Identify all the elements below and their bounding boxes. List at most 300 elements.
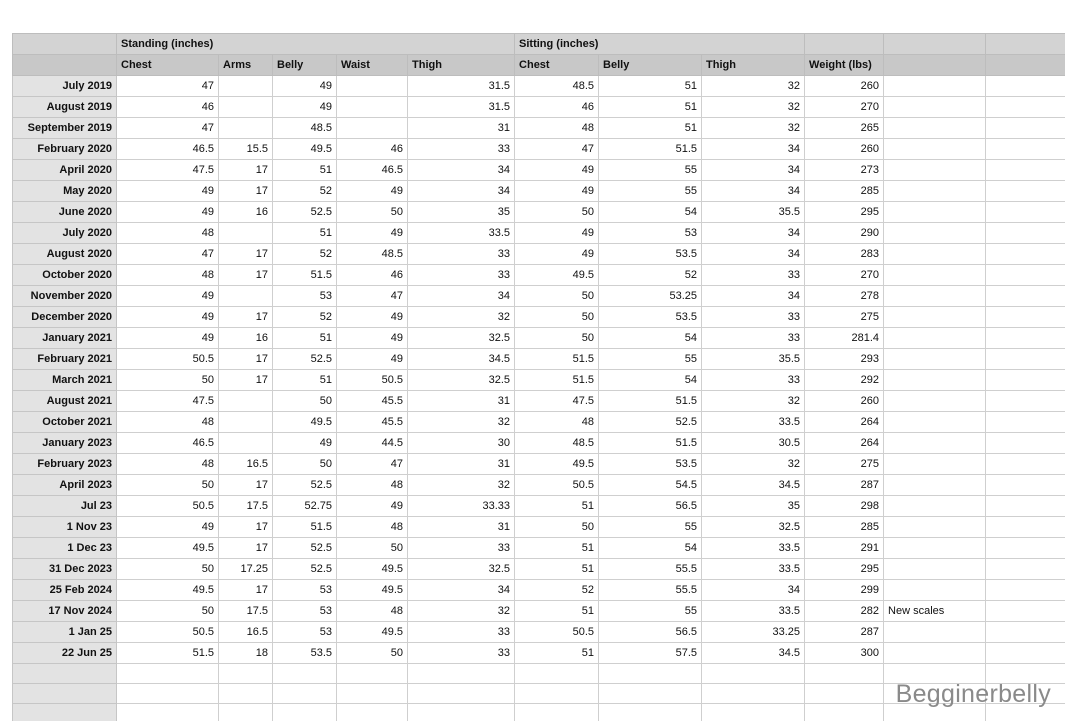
table-cell[interactable]: 17 <box>219 244 273 265</box>
table-cell[interactable]: 34 <box>702 181 805 202</box>
table-cell[interactable]: 265 <box>805 118 884 139</box>
table-cell[interactable]: 15.5 <box>219 139 273 160</box>
table-cell[interactable] <box>219 412 273 433</box>
table-cell[interactable]: 283 <box>805 244 884 265</box>
table-cell[interactable] <box>986 454 1065 475</box>
table-cell[interactable]: 34 <box>408 160 515 181</box>
table-cell[interactable]: 17 <box>219 370 273 391</box>
row-label[interactable] <box>13 664 117 684</box>
table-cell[interactable]: 52 <box>599 265 702 286</box>
table-cell[interactable] <box>219 286 273 307</box>
table-cell[interactable]: 291 <box>805 538 884 559</box>
table-cell[interactable]: 260 <box>805 139 884 160</box>
table-cell[interactable]: 49 <box>515 244 599 265</box>
table-cell[interactable]: 34.5 <box>702 475 805 496</box>
table-cell[interactable]: 49 <box>117 181 219 202</box>
note-cell[interactable] <box>884 328 986 349</box>
table-cell[interactable]: 53 <box>273 601 337 622</box>
table-cell[interactable]: 16.5 <box>219 622 273 643</box>
table-cell[interactable]: 33.5 <box>408 223 515 244</box>
column-header[interactable]: Waist <box>337 55 408 76</box>
table-cell[interactable]: 35.5 <box>702 349 805 370</box>
row-label[interactable] <box>13 684 117 704</box>
table-cell[interactable] <box>702 664 805 684</box>
table-cell[interactable]: 48 <box>117 223 219 244</box>
table-cell[interactable]: 45.5 <box>337 391 408 412</box>
table-cell[interactable] <box>986 517 1065 538</box>
table-cell[interactable] <box>986 475 1065 496</box>
row-label[interactable]: July 2020 <box>13 223 117 244</box>
table-cell[interactable] <box>273 704 337 721</box>
table-cell[interactable]: 33 <box>702 265 805 286</box>
table-cell[interactable]: 17 <box>219 349 273 370</box>
note-cell[interactable] <box>884 559 986 580</box>
table-cell[interactable]: 53.5 <box>273 643 337 664</box>
table-cell[interactable]: 48.5 <box>273 118 337 139</box>
table-cell[interactable]: 49 <box>117 286 219 307</box>
note-cell[interactable] <box>884 160 986 181</box>
table-cell[interactable] <box>986 139 1065 160</box>
table-cell[interactable]: 293 <box>805 349 884 370</box>
table-cell[interactable]: 49 <box>273 76 337 97</box>
table-cell[interactable]: 49 <box>337 181 408 202</box>
table-cell[interactable]: 48 <box>337 601 408 622</box>
table-cell[interactable]: 270 <box>805 97 884 118</box>
table-cell[interactable] <box>986 622 1065 643</box>
table-cell[interactable]: 49.5 <box>515 454 599 475</box>
note-cell[interactable] <box>884 202 986 223</box>
table-cell[interactable]: 32 <box>702 76 805 97</box>
header-cell[interactable] <box>884 34 986 55</box>
table-cell[interactable]: 51 <box>599 97 702 118</box>
table-cell[interactable]: 50.5 <box>337 370 408 391</box>
note-cell[interactable] <box>884 223 986 244</box>
table-cell[interactable] <box>805 664 884 684</box>
table-cell[interactable]: 33.5 <box>702 538 805 559</box>
table-cell[interactable]: 46 <box>117 97 219 118</box>
table-cell[interactable]: 17.25 <box>219 559 273 580</box>
table-cell[interactable]: 31 <box>408 454 515 475</box>
table-cell[interactable]: 34.5 <box>702 643 805 664</box>
table-cell[interactable]: 49 <box>337 307 408 328</box>
note-cell[interactable] <box>884 412 986 433</box>
table-cell[interactable] <box>986 433 1065 454</box>
note-cell[interactable] <box>884 307 986 328</box>
table-cell[interactable] <box>337 118 408 139</box>
table-cell[interactable]: 46 <box>515 97 599 118</box>
table-cell[interactable]: 50 <box>515 202 599 223</box>
table-cell[interactable] <box>986 76 1065 97</box>
table-cell[interactable] <box>805 704 884 721</box>
column-header[interactable]: Chest <box>117 55 219 76</box>
table-cell[interactable] <box>219 664 273 684</box>
table-cell[interactable]: 32 <box>408 475 515 496</box>
table-cell[interactable] <box>515 704 599 721</box>
table-cell[interactable] <box>986 202 1065 223</box>
table-cell[interactable]: 51.5 <box>273 517 337 538</box>
note-cell[interactable] <box>884 433 986 454</box>
table-cell[interactable]: 55.5 <box>599 580 702 601</box>
table-cell[interactable]: 50 <box>515 328 599 349</box>
table-cell[interactable]: 46.5 <box>337 160 408 181</box>
table-cell[interactable]: 16 <box>219 328 273 349</box>
table-cell[interactable]: 270 <box>805 265 884 286</box>
table-cell[interactable]: 50 <box>515 286 599 307</box>
table-cell[interactable] <box>986 538 1065 559</box>
table-cell[interactable] <box>219 97 273 118</box>
table-cell[interactable]: 33.33 <box>408 496 515 517</box>
table-cell[interactable]: 46.5 <box>117 139 219 160</box>
row-label[interactable]: 1 Dec 23 <box>13 538 117 559</box>
table-cell[interactable]: 35 <box>702 496 805 517</box>
table-cell[interactable]: 52.5 <box>273 349 337 370</box>
table-cell[interactable] <box>337 664 408 684</box>
table-cell[interactable]: 34 <box>408 181 515 202</box>
table-cell[interactable]: 46 <box>337 139 408 160</box>
table-cell[interactable]: 51.5 <box>515 349 599 370</box>
table-cell[interactable]: 54 <box>599 370 702 391</box>
table-cell[interactable]: 34 <box>408 286 515 307</box>
table-cell[interactable]: 55.5 <box>599 559 702 580</box>
row-label[interactable]: 31 Dec 2023 <box>13 559 117 580</box>
table-cell[interactable]: 51 <box>273 370 337 391</box>
table-cell[interactable]: 49 <box>515 160 599 181</box>
table-cell[interactable]: 49.5 <box>337 622 408 643</box>
table-cell[interactable]: 17 <box>219 181 273 202</box>
table-cell[interactable]: 47 <box>337 454 408 475</box>
table-cell[interactable]: 282 <box>805 601 884 622</box>
table-cell[interactable]: 264 <box>805 433 884 454</box>
table-cell[interactable]: 32.5 <box>702 517 805 538</box>
table-cell[interactable]: 33 <box>408 265 515 286</box>
table-cell[interactable]: 298 <box>805 496 884 517</box>
table-cell[interactable] <box>273 684 337 704</box>
table-cell[interactable] <box>337 704 408 721</box>
table-cell[interactable]: 53 <box>273 286 337 307</box>
table-cell[interactable]: 47.5 <box>117 160 219 181</box>
table-cell[interactable] <box>219 684 273 704</box>
table-cell[interactable]: 53.5 <box>599 454 702 475</box>
row-label[interactable]: February 2023 <box>13 454 117 475</box>
row-label[interactable]: December 2020 <box>13 307 117 328</box>
table-cell[interactable] <box>805 684 884 704</box>
table-cell[interactable]: 33.5 <box>702 412 805 433</box>
note-cell[interactable] <box>884 622 986 643</box>
table-cell[interactable]: 53 <box>273 580 337 601</box>
table-cell[interactable]: 33 <box>408 139 515 160</box>
table-cell[interactable]: 290 <box>805 223 884 244</box>
table-cell[interactable]: 50.5 <box>515 622 599 643</box>
table-cell[interactable]: 34.5 <box>408 349 515 370</box>
table-cell[interactable]: 33.5 <box>702 559 805 580</box>
table-cell[interactable]: 50 <box>515 517 599 538</box>
row-label[interactable]: 17 Nov 2024 <box>13 601 117 622</box>
table-cell[interactable]: 53.5 <box>599 307 702 328</box>
table-cell[interactable]: 33 <box>408 643 515 664</box>
table-cell[interactable]: 51 <box>273 223 337 244</box>
table-cell[interactable]: 51 <box>515 538 599 559</box>
table-cell[interactable]: 50 <box>515 307 599 328</box>
table-cell[interactable]: 33 <box>702 307 805 328</box>
table-cell[interactable] <box>337 76 408 97</box>
note-cell[interactable] <box>884 244 986 265</box>
table-cell[interactable] <box>986 223 1065 244</box>
table-cell[interactable]: 35 <box>408 202 515 223</box>
table-cell[interactable] <box>408 664 515 684</box>
row-label[interactable]: 1 Nov 23 <box>13 517 117 538</box>
table-cell[interactable]: 56.5 <box>599 622 702 643</box>
row-label[interactable]: August 2021 <box>13 391 117 412</box>
table-cell[interactable] <box>337 97 408 118</box>
table-cell[interactable]: 54.5 <box>599 475 702 496</box>
table-cell[interactable]: 50.5 <box>117 622 219 643</box>
table-cell[interactable]: 49 <box>337 328 408 349</box>
note-cell[interactable] <box>884 181 986 202</box>
table-cell[interactable]: 48 <box>337 475 408 496</box>
table-cell[interactable]: 55 <box>599 160 702 181</box>
table-cell[interactable]: 51 <box>515 601 599 622</box>
table-cell[interactable]: 47 <box>117 244 219 265</box>
note-cell[interactable] <box>884 580 986 601</box>
table-cell[interactable]: 52 <box>273 244 337 265</box>
table-cell[interactable]: 18 <box>219 643 273 664</box>
table-cell[interactable] <box>702 684 805 704</box>
table-cell[interactable]: 260 <box>805 391 884 412</box>
table-cell[interactable]: 17 <box>219 517 273 538</box>
table-cell[interactable]: 32 <box>408 412 515 433</box>
table-cell[interactable]: 33 <box>702 328 805 349</box>
column-header[interactable] <box>884 55 986 76</box>
table-cell[interactable]: 299 <box>805 580 884 601</box>
table-cell[interactable]: 32 <box>408 307 515 328</box>
row-label[interactable] <box>13 704 117 721</box>
table-cell[interactable] <box>986 580 1065 601</box>
table-cell[interactable]: 47 <box>117 118 219 139</box>
table-cell[interactable]: 275 <box>805 307 884 328</box>
table-cell[interactable]: 295 <box>805 202 884 223</box>
note-cell[interactable] <box>884 265 986 286</box>
table-cell[interactable]: 33 <box>408 244 515 265</box>
table-cell[interactable]: 49 <box>117 307 219 328</box>
header-cell[interactable] <box>986 34 1065 55</box>
header-cell[interactable] <box>805 34 884 55</box>
table-cell[interactable]: 30.5 <box>702 433 805 454</box>
table-cell[interactable]: 34 <box>702 139 805 160</box>
table-cell[interactable]: 54 <box>599 538 702 559</box>
row-label[interactable]: September 2019 <box>13 118 117 139</box>
table-cell[interactable]: 16 <box>219 202 273 223</box>
table-cell[interactable]: 51.5 <box>117 643 219 664</box>
table-cell[interactable]: 264 <box>805 412 884 433</box>
table-cell[interactable]: 17 <box>219 160 273 181</box>
table-cell[interactable]: 48 <box>117 412 219 433</box>
table-cell[interactable]: 17.5 <box>219 496 273 517</box>
table-cell[interactable]: 32 <box>408 601 515 622</box>
column-header[interactable]: Belly <box>273 55 337 76</box>
table-cell[interactable]: 51.5 <box>599 139 702 160</box>
table-cell[interactable]: 33 <box>408 538 515 559</box>
table-cell[interactable]: 46.5 <box>117 433 219 454</box>
header-cell[interactable] <box>986 55 1065 76</box>
note-cell[interactable] <box>884 76 986 97</box>
table-cell[interactable]: 55 <box>599 349 702 370</box>
table-cell[interactable]: 30 <box>408 433 515 454</box>
note-cell[interactable] <box>884 475 986 496</box>
table-cell[interactable] <box>986 391 1065 412</box>
table-cell[interactable] <box>986 643 1065 664</box>
table-cell[interactable]: 16.5 <box>219 454 273 475</box>
table-cell[interactable]: 287 <box>805 622 884 643</box>
column-header[interactable]: Thigh <box>702 55 805 76</box>
column-header[interactable]: Arms <box>219 55 273 76</box>
note-cell[interactable] <box>884 349 986 370</box>
table-cell[interactable] <box>117 664 219 684</box>
table-cell[interactable]: 53 <box>273 622 337 643</box>
table-cell[interactable]: 45.5 <box>337 412 408 433</box>
table-cell[interactable]: 47.5 <box>515 391 599 412</box>
column-header[interactable]: Thigh <box>408 55 515 76</box>
note-cell[interactable] <box>884 454 986 475</box>
table-cell[interactable]: 50 <box>117 601 219 622</box>
table-cell[interactable] <box>986 601 1065 622</box>
table-cell[interactable] <box>219 76 273 97</box>
table-cell[interactable] <box>986 265 1065 286</box>
table-cell[interactable]: 52 <box>273 181 337 202</box>
row-label[interactable]: October 2021 <box>13 412 117 433</box>
table-cell[interactable]: 49 <box>515 181 599 202</box>
table-cell[interactable]: 33 <box>702 370 805 391</box>
table-cell[interactable]: 49 <box>117 517 219 538</box>
table-cell[interactable]: 32.5 <box>408 559 515 580</box>
row-label[interactable]: 1 Jan 25 <box>13 622 117 643</box>
table-cell[interactable] <box>515 664 599 684</box>
table-cell[interactable]: 46 <box>337 265 408 286</box>
table-cell[interactable]: 55 <box>599 181 702 202</box>
table-cell[interactable]: 51.5 <box>273 265 337 286</box>
table-cell[interactable]: 51.5 <box>515 370 599 391</box>
table-cell[interactable]: 53.5 <box>599 244 702 265</box>
standing-group-header[interactable]: Standing (inches) <box>117 34 515 55</box>
table-cell[interactable] <box>986 160 1065 181</box>
table-cell[interactable]: 48.5 <box>515 76 599 97</box>
table-cell[interactable]: 51 <box>515 643 599 664</box>
table-cell[interactable]: 48 <box>515 118 599 139</box>
table-cell[interactable]: 52 <box>515 580 599 601</box>
table-cell[interactable]: 33.5 <box>702 601 805 622</box>
table-cell[interactable]: 52.5 <box>599 412 702 433</box>
row-label[interactable]: April 2020 <box>13 160 117 181</box>
table-cell[interactable]: 49.5 <box>273 139 337 160</box>
table-cell[interactable] <box>219 391 273 412</box>
table-cell[interactable]: 51 <box>273 160 337 181</box>
table-cell[interactable]: 31.5 <box>408 97 515 118</box>
table-cell[interactable]: 49.5 <box>117 580 219 601</box>
table-cell[interactable]: 49 <box>273 97 337 118</box>
table-cell[interactable]: 50 <box>337 643 408 664</box>
column-header[interactable]: Belly <box>599 55 702 76</box>
table-cell[interactable]: 34 <box>702 160 805 181</box>
table-cell[interactable]: 50 <box>273 454 337 475</box>
table-cell[interactable] <box>986 286 1065 307</box>
table-cell[interactable]: 47 <box>337 286 408 307</box>
table-cell[interactable]: 50 <box>337 538 408 559</box>
row-label[interactable]: January 2021 <box>13 328 117 349</box>
note-cell[interactable] <box>884 97 986 118</box>
table-cell[interactable]: 49.5 <box>273 412 337 433</box>
table-cell[interactable]: 32.5 <box>408 328 515 349</box>
table-cell[interactable]: 292 <box>805 370 884 391</box>
table-cell[interactable]: 54 <box>599 328 702 349</box>
table-cell[interactable]: 49 <box>273 433 337 454</box>
table-cell[interactable]: 34 <box>702 286 805 307</box>
table-cell[interactable]: 47 <box>515 139 599 160</box>
table-cell[interactable]: 47 <box>117 76 219 97</box>
table-cell[interactable]: 48.5 <box>515 433 599 454</box>
table-cell[interactable]: 52.5 <box>273 202 337 223</box>
table-cell[interactable]: 17 <box>219 538 273 559</box>
table-cell[interactable] <box>219 223 273 244</box>
table-cell[interactable]: 32 <box>702 118 805 139</box>
table-cell[interactable] <box>986 181 1065 202</box>
table-cell[interactable]: 57.5 <box>599 643 702 664</box>
note-cell[interactable] <box>884 391 986 412</box>
table-cell[interactable] <box>599 664 702 684</box>
table-cell[interactable]: 54 <box>599 202 702 223</box>
row-label[interactable]: June 2020 <box>13 202 117 223</box>
table-cell[interactable]: 17 <box>219 265 273 286</box>
table-cell[interactable]: 51 <box>599 76 702 97</box>
row-label[interactable]: February 2021 <box>13 349 117 370</box>
table-cell[interactable]: 52.5 <box>273 538 337 559</box>
table-cell[interactable]: 32 <box>702 97 805 118</box>
table-cell[interactable] <box>219 433 273 454</box>
note-cell[interactable] <box>884 139 986 160</box>
row-label[interactable]: January 2023 <box>13 433 117 454</box>
table-cell[interactable]: 17 <box>219 307 273 328</box>
table-cell[interactable]: 50 <box>117 559 219 580</box>
table-cell[interactable]: 273 <box>805 160 884 181</box>
table-cell[interactable]: 52 <box>273 307 337 328</box>
table-cell[interactable]: 50 <box>117 475 219 496</box>
column-header[interactable]: Chest <box>515 55 599 76</box>
table-cell[interactable]: 50 <box>273 391 337 412</box>
table-cell[interactable]: 52.75 <box>273 496 337 517</box>
table-cell[interactable]: 51 <box>599 118 702 139</box>
table-cell[interactable] <box>599 684 702 704</box>
table-cell[interactable] <box>408 684 515 704</box>
note-cell[interactable] <box>884 538 986 559</box>
table-cell[interactable]: 17 <box>219 475 273 496</box>
table-cell[interactable]: 51.5 <box>599 433 702 454</box>
table-cell[interactable]: 295 <box>805 559 884 580</box>
row-label[interactable]: March 2021 <box>13 370 117 391</box>
table-cell[interactable]: 52.5 <box>273 559 337 580</box>
table-cell[interactable]: 51 <box>515 496 599 517</box>
note-cell[interactable]: New scales <box>884 601 986 622</box>
table-cell[interactable] <box>273 664 337 684</box>
table-cell[interactable] <box>986 370 1065 391</box>
table-cell[interactable] <box>986 244 1065 265</box>
table-cell[interactable]: 49.5 <box>515 265 599 286</box>
row-label[interactable]: July 2019 <box>13 76 117 97</box>
table-cell[interactable]: 44.5 <box>337 433 408 454</box>
row-label[interactable]: August 2020 <box>13 244 117 265</box>
row-label[interactable]: April 2023 <box>13 475 117 496</box>
table-cell[interactable]: 31 <box>408 517 515 538</box>
row-label[interactable]: February 2020 <box>13 139 117 160</box>
table-cell[interactable]: 31 <box>408 391 515 412</box>
table-cell[interactable]: 34 <box>702 244 805 265</box>
